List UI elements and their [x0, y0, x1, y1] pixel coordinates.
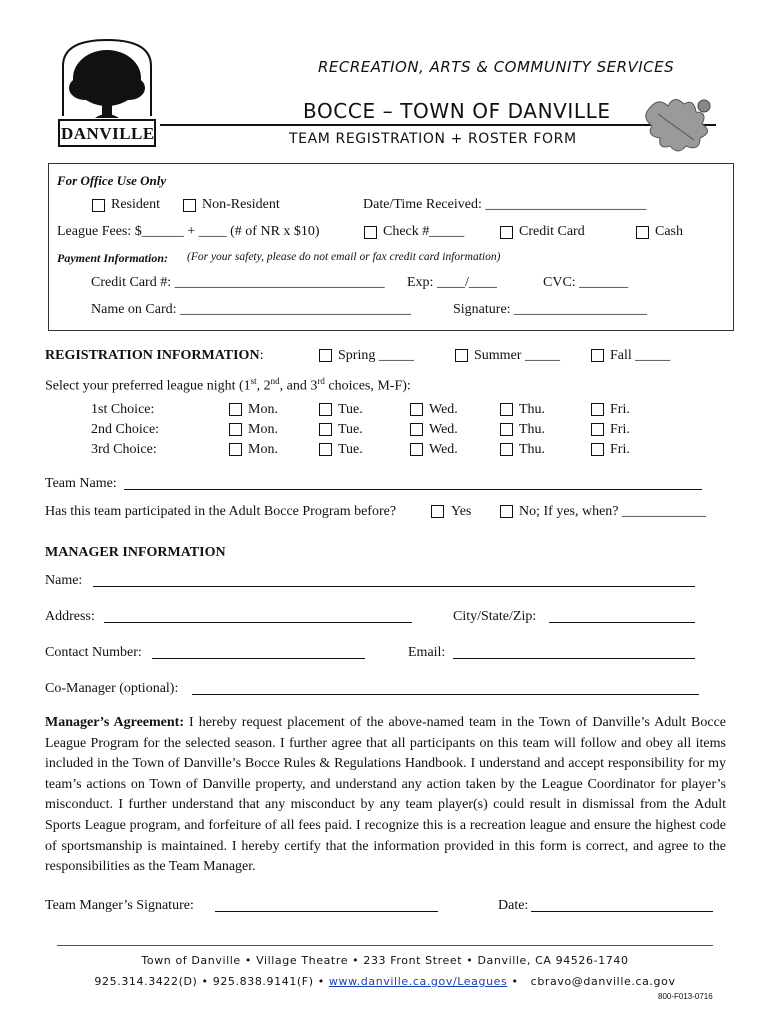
select-text-b: , 2: [256, 378, 271, 394]
choice-3-wed-checkbox[interactable]: [410, 443, 423, 456]
participated-yes-checkbox[interactable]: [431, 505, 444, 518]
date-label: Date:: [498, 898, 529, 913]
choice-2-wed-checkbox[interactable]: [410, 423, 423, 436]
choice-2-thu-checkbox[interactable]: [500, 423, 513, 436]
day-mon-label: Mon.: [248, 402, 278, 417]
city-state-zip-field[interactable]: [549, 622, 695, 623]
select-text-d: choices, M-F):: [324, 378, 411, 394]
contact-number-field[interactable]: [152, 658, 365, 659]
registration-heading-colon: :: [259, 348, 264, 363]
choice-1-label: 1st Choice:: [91, 402, 155, 417]
footer-email[interactable]: cbravo@danville.ca.gov: [530, 975, 676, 988]
card-signature-field[interactable]: Signature: ___________________: [453, 302, 648, 317]
cash-checkbox[interactable]: [636, 226, 649, 239]
danville-logo: [55, 36, 159, 148]
league-night-instruction: [45, 376, 411, 395]
day-tue-label: Tue.: [338, 442, 363, 457]
resident-label: Resident: [111, 197, 160, 212]
manager-heading: MANAGER INFORMATION: [45, 545, 226, 560]
choice-2-tue-checkbox[interactable]: [319, 423, 332, 436]
participated-no-checkbox[interactable]: [500, 505, 513, 518]
team-name-label: Team Name:: [45, 476, 117, 491]
day-wed-label: Wed.: [429, 422, 458, 437]
spring-field[interactable]: Spring _____: [338, 348, 414, 363]
oak-leaf-icon: [638, 92, 720, 156]
summer-checkbox[interactable]: [455, 349, 468, 362]
fall-field[interactable]: Fall _____: [610, 348, 671, 363]
non-resident-label: Non-Resident: [202, 197, 280, 212]
participated-no-field[interactable]: No; If yes, when? ____________: [519, 504, 707, 519]
address-field[interactable]: [104, 622, 412, 623]
page-subtitle: TEAM REGISTRATION + ROSTER FORM: [289, 131, 577, 147]
non-resident-checkbox[interactable]: [183, 199, 196, 212]
title-rule: [160, 124, 716, 126]
page-title: BOCCE – TOWN OF DANVILLE: [303, 99, 611, 123]
footer-phone: 925.314.3422(D) • 925.838.9141(F) •: [94, 975, 325, 988]
co-manager-label: Co-Manager (optional):: [45, 681, 179, 696]
credit-card-number-field[interactable]: Credit Card #: ______________________________: [91, 275, 385, 290]
department-name: RECREATION, ARTS & COMMUNITY SERVICES: [318, 58, 675, 76]
fall-checkbox[interactable]: [591, 349, 604, 362]
cvc-field[interactable]: CVC: _______: [543, 275, 629, 290]
choice-3-tue-checkbox[interactable]: [319, 443, 332, 456]
day-thu-label: Thu.: [519, 442, 546, 457]
choice-1-fri-checkbox[interactable]: [591, 403, 604, 416]
choice-1-tue-checkbox[interactable]: [319, 403, 332, 416]
email-label: Email:: [408, 645, 446, 660]
choice-2-mon-checkbox[interactable]: [229, 423, 242, 436]
choice-3-mon-checkbox[interactable]: [229, 443, 242, 456]
form-code: 800-F013-0716: [658, 992, 713, 1001]
footer-rule: [57, 945, 713, 946]
day-tue-label: Tue.: [338, 402, 363, 417]
payment-info-note: (For your safety, please do not email or fax credit card information): [187, 251, 501, 263]
footer-contact-line: [0, 975, 770, 988]
day-thu-label: Thu.: [519, 402, 546, 417]
day-wed-label: Wed.: [429, 442, 458, 457]
registration-heading: [45, 348, 263, 364]
check-number-field[interactable]: Check #_____: [383, 224, 465, 239]
managers-agreement: [45, 713, 726, 878]
choice-1-mon-checkbox[interactable]: [229, 403, 242, 416]
select-text-c: , and 3: [279, 378, 318, 394]
day-tue-label: Tue.: [338, 422, 363, 437]
choice-3-label: 3rd Choice:: [91, 442, 157, 457]
address-label: Address:: [45, 609, 95, 624]
spring-checkbox[interactable]: [319, 349, 332, 362]
participated-question: Has this team participated in the Adult Bocce Program before?: [45, 504, 397, 519]
day-mon-label: Mon.: [248, 422, 278, 437]
city-state-zip-label: City/State/Zip:: [453, 609, 537, 624]
expiration-field[interactable]: Exp: ____/____: [407, 275, 497, 290]
resident-checkbox[interactable]: [92, 199, 105, 212]
cash-label: Cash: [655, 224, 683, 239]
footer-address: Town of Danville • Village Theatre • 233 Front Street • Danville, CA 94526-1740: [141, 954, 629, 967]
choice-1-wed-checkbox[interactable]: [410, 403, 423, 416]
sup-rd: rd: [317, 376, 325, 386]
manager-name-label: Name:: [45, 573, 83, 588]
credit-card-label: Credit Card: [519, 224, 585, 239]
name-on-card-field[interactable]: Name on Card: _________________________________: [91, 302, 412, 317]
date-time-received-field[interactable]: Date/Time Received: _______________________: [363, 197, 647, 212]
day-wed-label: Wed.: [429, 402, 458, 417]
day-fri-label: Fri.: [610, 422, 630, 437]
credit-card-checkbox[interactable]: [500, 226, 513, 239]
logo-text: DANVILLE: [61, 124, 155, 143]
check-checkbox[interactable]: [364, 226, 377, 239]
select-text-a: Select your preferred league night (1: [45, 378, 251, 394]
office-heading: For Office Use Only: [57, 173, 167, 188]
day-fri-label: Fri.: [610, 402, 630, 417]
day-thu-label: Thu.: [519, 422, 546, 437]
choice-2-fri-checkbox[interactable]: [591, 423, 604, 436]
sup-st: st: [250, 376, 257, 386]
contact-number-label: Contact Number:: [45, 645, 142, 660]
registration-heading-text: REGISTRATION INFORMATION: [45, 348, 260, 363]
league-fees-field[interactable]: League Fees: $______ + ____ (# of NR x $10): [57, 224, 320, 239]
team-name-field[interactable]: [124, 489, 702, 490]
co-manager-field[interactable]: [192, 694, 699, 695]
sup-nd: nd: [270, 376, 280, 386]
participated-yes-label: Yes: [451, 504, 472, 519]
footer-bullet: •: [511, 975, 519, 988]
choice-2-label: 2nd Choice:: [91, 422, 160, 437]
email-field[interactable]: [453, 658, 695, 659]
summer-field[interactable]: Summer _____: [474, 348, 560, 363]
manager-signature-field[interactable]: [215, 911, 438, 912]
choice-3-fri-checkbox[interactable]: [591, 443, 604, 456]
agreement-label: Manager’s Agreement:: [45, 715, 184, 730]
manager-name-field[interactable]: [93, 586, 695, 587]
payment-info-label: Payment Information:: [57, 251, 169, 265]
day-fri-label: Fri.: [610, 442, 630, 457]
day-mon-label: Mon.: [248, 442, 278, 457]
footer-website-link[interactable]: www.danville.ca.gov/Leagues: [328, 975, 508, 988]
choice-3-thu-checkbox[interactable]: [500, 443, 513, 456]
agreement-text: I hereby request placement of the above-named team in the Town of Danville’s Adult Bocce League Program for the selected season. I further agree that all participants on this team will follow and obey all items included in the Town of Danville’s Bocce Rules & Regulations Handbook. I understand and accept responsibility for my team’s actions on Town of Danville property, and understand any action taken by the League Coordinator for player’s misconduct. I further understand that any misconduct by any team player(s) could result in dismissal from the Adult Sports League program, and forfeiture of all fees paid. I recognize this is a recreation league and ensure the highest code of sportsmanship is maintained. I hereby certify that the information provided in this form is correct, and agree to the responsibilities as the Team Manager.: [45, 715, 727, 875]
choice-1-thu-checkbox[interactable]: [500, 403, 513, 416]
date-field[interactable]: [531, 911, 713, 912]
manager-signature-label: Team Manger’s Signature:: [45, 898, 194, 913]
